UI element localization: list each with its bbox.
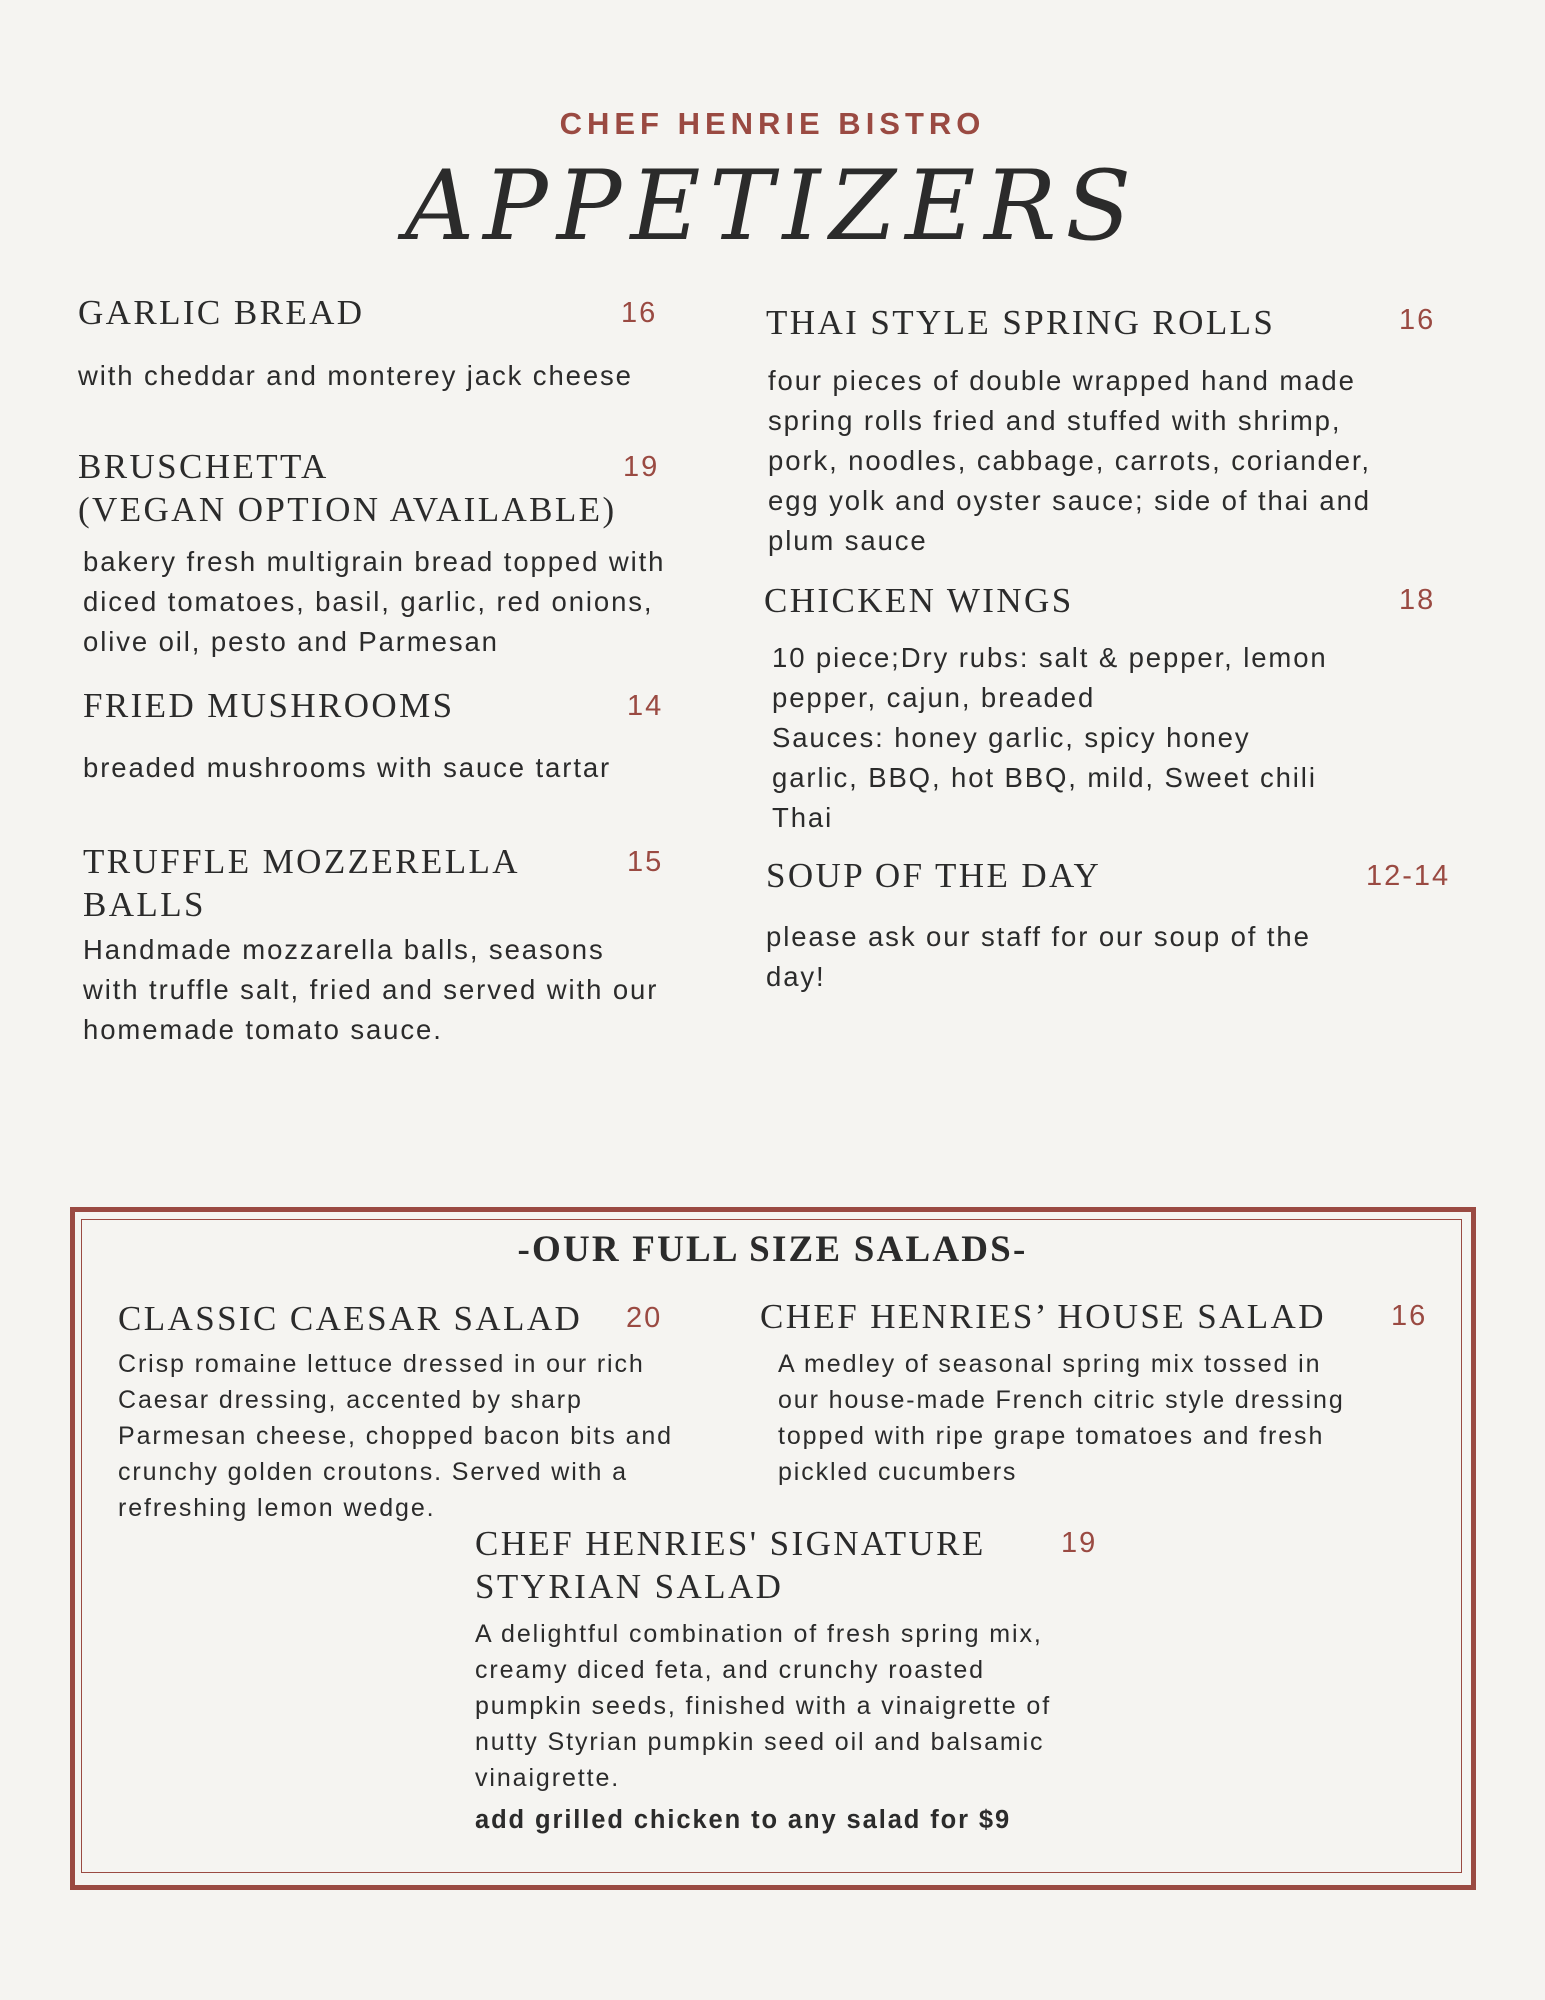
item-name-chicken-wings: CHICKEN WINGS (764, 581, 1074, 620)
salads-section-title: -OUR FULL SIZE SALADS- (517, 1229, 1028, 1270)
item-desc-truffle-balls: Handmade mozzarella balls, seasons with truffle salt, fried and served with our homemade tomato sauce. (83, 934, 659, 1045)
item-price-truffle-balls: 15 (627, 846, 664, 878)
item-name-bruschetta: BRUSCHETTA (VEGAN OPTION AVAILABLE) (78, 447, 617, 529)
item-price-caesar: 20 (626, 1302, 663, 1334)
item-price-fried-mushrooms: 14 (627, 690, 664, 722)
item-desc-house-salad: A medley of seasonal spring mix tossed in our house-made French citric style dressing topped with ripe grape tomatoes and fresh pickled cucumbers (778, 1350, 1345, 1486)
item-name-house-salad: CHEF HENRIES’ HOUSE SALAD (760, 1297, 1326, 1336)
item-desc-bruschetta: bakery fresh multigrain bread topped with diced tomatoes, basil, garlic, red onions, olive oil, pesto and Parmesan (83, 546, 666, 657)
item-name-fried-mushrooms: FRIED MUSHROOMS (83, 686, 455, 725)
item-name-spring-rolls: THAI STYLE SPRING ROLLS (766, 303, 1276, 342)
item-price-styrian-salad: 19 (1061, 1527, 1098, 1559)
page-title: APPETIZERS (404, 150, 1141, 262)
item-price-soup: 12-14 (1366, 860, 1451, 892)
item-price-chicken-wings: 18 (1399, 584, 1436, 616)
item-desc-soup: please ask our staff for our soup of the day! (766, 921, 1311, 992)
item-desc-styrian-salad: A delightful combination of fresh spring mix, creamy diced feta, and crunchy roasted pumpkin seeds, finished with a vinaigrette of nutty Styrian pumpkin seed oil and balsamic vinaigrette. (475, 1620, 1052, 1792)
item-price-spring-rolls: 16 (1399, 304, 1436, 336)
item-name-truffle-balls: TRUFFLE MOZZERELLA BALLS (83, 842, 520, 924)
item-desc-fried-mushrooms: breaded mushrooms with sauce tartar (83, 752, 612, 783)
salad-addon-note: add grilled chicken to any salad for $9 (475, 1806, 1012, 1834)
item-name-caesar: CLASSIC CAESAR SALAD (118, 1299, 583, 1338)
item-name-garlic-bread: GARLIC BREAD (78, 293, 365, 332)
restaurant-name: CHEF HENRIE BISTRO (559, 106, 986, 141)
item-price-garlic-bread: 16 (621, 297, 658, 329)
item-desc-spring-rolls: four pieces of double wrapped hand made spring rolls fried and stuffed with shrimp, pork, noodles, cabbage, carrots, coriander, egg yolk and oyster sauce; side of thai and plum sauce (768, 365, 1372, 556)
item-price-house-salad: 16 (1391, 1300, 1428, 1332)
item-desc-chicken-wings: 10 piece;Dry rubs: salt & pepper, lemon pepper, cajun, breaded Sauces: honey garlic, spicy honey garlic, BBQ, hot BBQ, mild, Sweet chili Thai (772, 642, 1328, 833)
item-desc-garlic-bread: with cheddar and monterey jack cheese (78, 360, 633, 391)
item-name-styrian-salad: CHEF HENRIES' SIGNATURE STYRIAN SALAD (475, 1524, 986, 1606)
item-name-soup: SOUP OF THE DAY (766, 856, 1102, 895)
item-desc-caesar: Crisp romaine lettuce dressed in our rich Caesar dressing, accented by sharp Parmesan cheese, chopped bacon bits and crunchy golden croutons. Served with a refreshing lemon wedge. (118, 1350, 673, 1522)
item-price-bruschetta: 19 (623, 451, 660, 483)
